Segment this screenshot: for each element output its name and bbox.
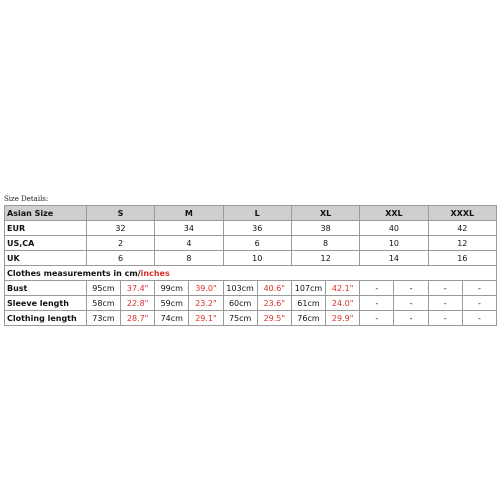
measurements-section-row bbox=[5, 266, 496, 280]
inch-value: - bbox=[463, 281, 496, 295]
row-label: EUR bbox=[5, 221, 86, 235]
cm-value: 76cm bbox=[292, 311, 325, 325]
inch-value: - bbox=[394, 296, 427, 310]
cm-value: - bbox=[360, 281, 393, 295]
inch-value: 29.5" bbox=[258, 311, 291, 325]
inch-value: 29.1" bbox=[189, 311, 222, 325]
size-value: 34 bbox=[155, 221, 222, 235]
measurements-title-inches: inches bbox=[140, 268, 170, 278]
cm-value: 75cm bbox=[224, 311, 257, 325]
row-label: US,CA bbox=[5, 236, 86, 250]
size-value: 36 bbox=[224, 221, 291, 235]
inch-value: 42.1" bbox=[326, 281, 359, 295]
size-value: 8 bbox=[155, 251, 222, 265]
inch-value: 39.0" bbox=[189, 281, 222, 295]
size-l: L bbox=[224, 206, 291, 220]
bust-row bbox=[5, 281, 496, 295]
size-value: 16 bbox=[429, 251, 496, 265]
inch-value: 23.6" bbox=[258, 296, 291, 310]
inch-value: 29.9" bbox=[326, 311, 359, 325]
cm-value: 103cm bbox=[224, 281, 257, 295]
measurements-title-prefix: Clothes measurements in cm/ bbox=[7, 268, 141, 278]
cm-value: 59cm bbox=[155, 296, 188, 310]
cm-value: - bbox=[429, 311, 462, 325]
inch-value: - bbox=[394, 281, 427, 295]
size-value: 40 bbox=[360, 221, 427, 235]
cm-value: 73cm bbox=[87, 311, 120, 325]
size-value: 2 bbox=[87, 236, 154, 250]
size-value: 14 bbox=[360, 251, 427, 265]
inch-value: 40.6" bbox=[258, 281, 291, 295]
size-value: 6 bbox=[87, 251, 154, 265]
inch-value: 28.7" bbox=[121, 311, 154, 325]
size-s: S bbox=[87, 206, 154, 220]
uk-row bbox=[5, 251, 496, 265]
size-value: 10 bbox=[224, 251, 291, 265]
clothing-length-row bbox=[5, 311, 496, 325]
cm-value: 74cm bbox=[155, 311, 188, 325]
cm-value: 60cm bbox=[224, 296, 257, 310]
inch-value: - bbox=[463, 311, 496, 325]
row-label: Bust bbox=[5, 281, 86, 295]
cm-value: - bbox=[360, 311, 393, 325]
size-details-caption: Size Details: bbox=[4, 195, 49, 203]
cm-value: 61cm bbox=[292, 296, 325, 310]
cm-value: - bbox=[429, 281, 462, 295]
row-label: Sleeve length bbox=[5, 296, 86, 310]
row-label: UK bbox=[5, 251, 86, 265]
cm-value: 58cm bbox=[87, 296, 120, 310]
size-value: 4 bbox=[155, 236, 222, 250]
size-value: 12 bbox=[292, 251, 359, 265]
inch-value: 37.4" bbox=[121, 281, 154, 295]
size-value: 32 bbox=[87, 221, 154, 235]
size-xxxl: XXXL bbox=[429, 206, 496, 220]
size-xxl: XXL bbox=[360, 206, 427, 220]
sleeve-length-row bbox=[5, 296, 496, 310]
size-chart-table bbox=[4, 205, 497, 326]
inch-value: - bbox=[463, 296, 496, 310]
cm-value: 95cm bbox=[87, 281, 120, 295]
size-value: 10 bbox=[360, 236, 427, 250]
size-value: 12 bbox=[429, 236, 496, 250]
measurements-title bbox=[5, 266, 496, 280]
size-xl: XL bbox=[292, 206, 359, 220]
inch-value: 24.0" bbox=[326, 296, 359, 310]
inch-value: 23.2" bbox=[189, 296, 222, 310]
size-header-row bbox=[5, 206, 496, 220]
size-value: 6 bbox=[224, 236, 291, 250]
inch-value: 22.8" bbox=[121, 296, 154, 310]
cm-value: 99cm bbox=[155, 281, 188, 295]
inch-value: - bbox=[394, 311, 427, 325]
cm-value: 107cm bbox=[292, 281, 325, 295]
cm-value: - bbox=[429, 296, 462, 310]
size-value: 38 bbox=[292, 221, 359, 235]
size-value: 8 bbox=[292, 236, 359, 250]
cm-value: - bbox=[360, 296, 393, 310]
size-value: 42 bbox=[429, 221, 496, 235]
us-ca-row bbox=[5, 236, 496, 250]
eur-row bbox=[5, 221, 496, 235]
asian-size-label: Asian Size bbox=[5, 206, 86, 220]
size-m: M bbox=[155, 206, 222, 220]
row-label: Clothing length bbox=[5, 311, 86, 325]
